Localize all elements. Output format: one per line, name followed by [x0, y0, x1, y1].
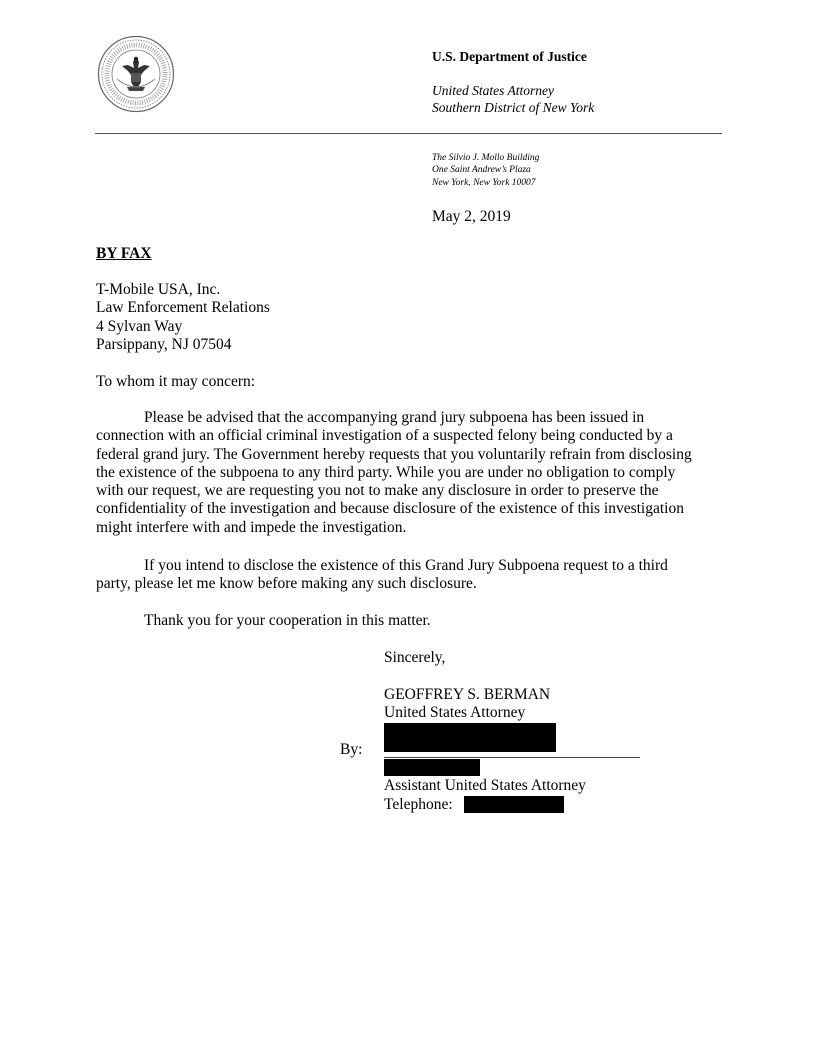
- office-district: Southern District of New York: [432, 100, 595, 115]
- recipient-city: Parsippany, NJ 07504: [96, 335, 232, 353]
- signer-block: [384, 686, 550, 723]
- paragraph-line: might interfere with and impede the investigation.: [96, 518, 407, 536]
- paragraph-line: connection with an official criminal investigation of a suspected felony being conducted by a: [96, 427, 673, 445]
- office-name: [432, 82, 594, 116]
- body-paragraph-3: [96, 612, 720, 630]
- office-line: United States Attorney: [432, 83, 554, 98]
- recipient-company: T-Mobile USA, Inc.: [96, 281, 221, 298]
- recipient-address: [96, 281, 270, 354]
- paragraph-line: with our request, we are requesting you not to make any disclosure in order to preserve the: [96, 482, 659, 500]
- closing: Sincerely,: [384, 649, 446, 666]
- address-street: One Saint Andrew’s Plaza: [432, 165, 531, 176]
- telephone-label: Telephone:: [384, 796, 453, 813]
- address-building: The Silvio J. Mollo Building: [432, 153, 540, 163]
- recipient-street: 4 Sylvan Way: [96, 317, 183, 335]
- doj-seal-icon: [97, 35, 175, 113]
- paragraph-line: federal grand jury. The Government hereby requests that you voluntarily refrain from disclosing: [96, 445, 692, 463]
- assistant-title: Assistant United States Attorney: [384, 777, 586, 794]
- paragraph-line: the existence of the subpoena to any third party. While you are under no obligation to comply: [96, 463, 676, 481]
- paragraph-line: Thank you for your cooperation in this matter.: [144, 612, 431, 629]
- office-address: [432, 152, 539, 189]
- redacted-telephone: [464, 796, 564, 813]
- paragraph-line: party, please let me know before making any such disclosure.: [96, 575, 477, 593]
- paragraph-line: confidentiality of the investigation and because disclosure of the existence of this investigation: [96, 500, 684, 518]
- redacted-signature: [384, 723, 556, 752]
- delivery-method: BY FAX: [96, 245, 152, 262]
- salutation: To whom it may concern:: [96, 373, 256, 390]
- body-paragraph-1: [96, 409, 720, 537]
- redacted-name: [384, 759, 480, 776]
- recipient-department: Law Enforcement Relations: [96, 299, 270, 317]
- body-paragraph-2: [96, 557, 720, 594]
- paragraph-line: Please be advised that the accompanying grand jury subpoena has been issued in: [144, 409, 645, 426]
- signature-line: [384, 757, 640, 758]
- signer-name: GEOFFREY S. BERMAN: [384, 686, 551, 703]
- letterhead-divider: [95, 133, 722, 134]
- letter-date: May 2, 2019: [432, 208, 511, 225]
- by-label: By:: [340, 741, 363, 758]
- paragraph-line: If you intend to disclose the existence of this Grand Jury Subpoena request to a third: [144, 557, 668, 574]
- department-name: U.S. Department of Justice: [432, 49, 587, 64]
- signer-title: United States Attorney: [384, 704, 526, 722]
- address-city: New York, New York 10007: [432, 177, 536, 188]
